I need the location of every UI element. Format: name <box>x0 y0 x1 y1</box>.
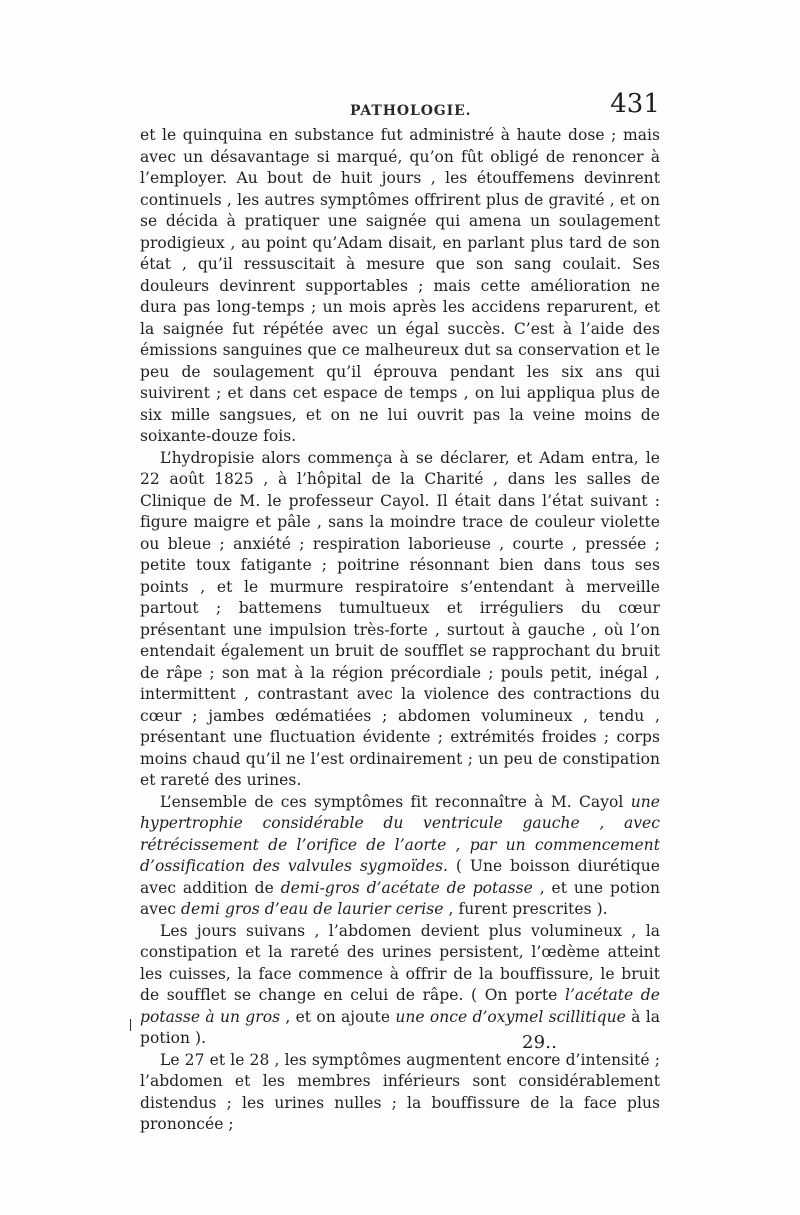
italic-text-segment: demi-gros d’acétate de potasse <box>280 878 533 897</box>
paragraphs <box>140 125 660 1136</box>
margin-mark <box>130 1019 131 1031</box>
italic-text-segment: demi gros d’eau de laurier cerise <box>181 900 444 918</box>
page-text-block <box>140 89 661 1136</box>
italic-text-segment: une once d’oxymel scillitique <box>395 1007 626 1026</box>
paragraph <box>140 1050 660 1136</box>
text-segment: , furent prescrites ). <box>443 900 608 918</box>
paragraph <box>140 792 660 921</box>
text-segment: , et on ajoute <box>280 1007 396 1026</box>
running-head <box>140 89 660 125</box>
text-segment: Les jours suivans , l’abdomen devient plus volumineux , la constipation et la rareté des urines persistent, l’œdème atteint les cuisses, la face commence à offrir de la bouffissure, le bruit de soufflet se change en celui de râpe. ( On porte <box>140 921 660 1004</box>
text-segment: , et une potion avec <box>140 878 661 918</box>
italic-text-segment: l’acétate de potasse à un gros <box>140 986 660 1026</box>
italic-text-segment: une hypertrophie considérable du ventricule gauche , avec rétrécissement de l’orifice de l’aorte , par un commencement d’ossification des valvules sygmoïdes. <box>140 792 660 875</box>
text-segment: ( Une boisson diurétique avec addition de <box>140 857 660 897</box>
paragraph <box>140 125 660 448</box>
text-segment: Le 27 et le 28 , les symptômes augmentent encore d’intensité ; l’abdomen et les membres inférieurs sont considérablement distendus ; les urines nulles ; la bouffissure de la face plus prononcée ; <box>140 1050 660 1133</box>
text-segment: L’hydropisie alors commença à se déclarer, et Adam entra, le 22 août 1825 , à l’hôpital de la Charité , dans les salles de Clinique de M. le professeur Cayol. Il était dans l’état suivant : figure maigre et pâle , sans la moindre trace de couleur violette ou bleue ; anxiété ; respiration laborieuse , courte , pressée ; petite toux fatigante ; poitrine résonnant bien dans tous ses points , et le murmure respiratoire s’entendant à merveille partout ; battemens tumultueux et irréguliers du cœur présentant une impulsion très-forte , surtout à gauche , où l’on entendait également un bruit de soufflet se rapprochant du bruit de râpe ; son mat à la région précordiale ; pouls petit, inégal , intermittent , contrastant avec la violence des contractions du cœur ; jambes œdématiées ; abdomen volumineux , tendu , présentant une fluctuation évidente ; extrémités froides ; corps moins chaud qu’il ne l’est ordinairement ; un peu de constipation et rareté des urines. <box>140 448 660 789</box>
text-segment: L’ensemble de ces symptômes fit reconnaître à M. Cayol <box>160 792 631 811</box>
text-segment: et le quinquina en substance fut administré à haute dose ; mais avec un désavantage si marqué, qu’on fût obligé de renoncer à l’employer. Au bout de huit jours , les étouffemens devinrent continuels , les autres symptômes offrirent plus de gravité , et on se décida à pratiquer une saignée qui amena un soulagement prodigieux , au point qu’Adam disait, en parlant plus tard de son état , qu’il ressuscitait à mesure que son sang coulait. Ses douleurs devinrent supportables ; mais cette amélioration ne dura pas long-temps ; un mois après les accidens reparurent, et la saignée fut répétée avec un égal succès. C’est à l’aide des émissions sanguines que ce malheureux dut sa conservation et le peu de soulagement qu’il éprouva pendant les six ans qui suivirent ; et dans cet espace de temps , on lui appliqua plus de six mille sangsues, et on ne lui ouvrit pas la veine moins de soixante-douze fois. <box>140 126 660 445</box>
text-segment: à la potion ). <box>140 1007 661 1047</box>
running-head-title: PATHOLOGIE. <box>350 103 472 119</box>
signature-mark: 29.. <box>522 1032 558 1053</box>
paragraph <box>140 921 661 1053</box>
paragraph <box>140 448 660 792</box>
page-number: 431 <box>610 89 660 119</box>
